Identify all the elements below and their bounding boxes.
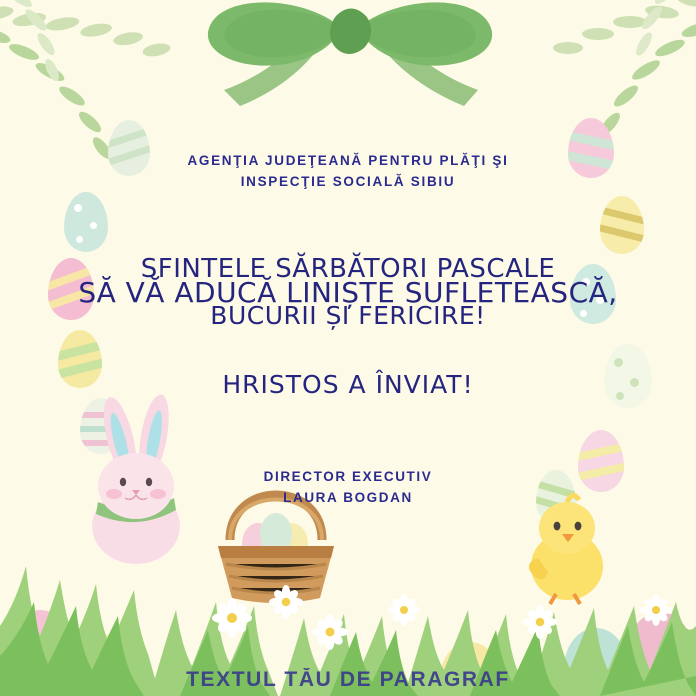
message-line-3: BUCURII ȘI FERICIRE! [210, 301, 486, 330]
signature-name: LAURA BOGDAN [283, 490, 413, 505]
organization-line-1: AGENŢIA JUDEŢEANĂ PENTRU PLĂŢI ŞI [187, 153, 509, 168]
greeting-message [0, 254, 696, 330]
easter-egg [600, 196, 644, 254]
easter-egg [80, 398, 122, 454]
footer-placeholder-text[interactable]: TEXTUL TĂU DE PARAGRAF [186, 668, 510, 691]
message-line-1: SFINTELE SĂRBĂTORI PASCALE [140, 254, 556, 284]
easter-egg [64, 192, 108, 252]
organization-name [0, 150, 696, 192]
signature-role: DIRECTOR EXECUTIV [263, 469, 433, 484]
signature-block [0, 466, 696, 508]
ribbon-bow-icon [120, 0, 580, 124]
message-line-2: SĂ VĂ ADUCĂ LINIȘTE SUFLETEASCĂ, [78, 276, 618, 309]
organization-line-2: INSPECŢIE SOCIALĂ SIBIU [240, 174, 456, 189]
greeting-salutation: HRISTOS A ÎNVIAT! [222, 370, 474, 399]
